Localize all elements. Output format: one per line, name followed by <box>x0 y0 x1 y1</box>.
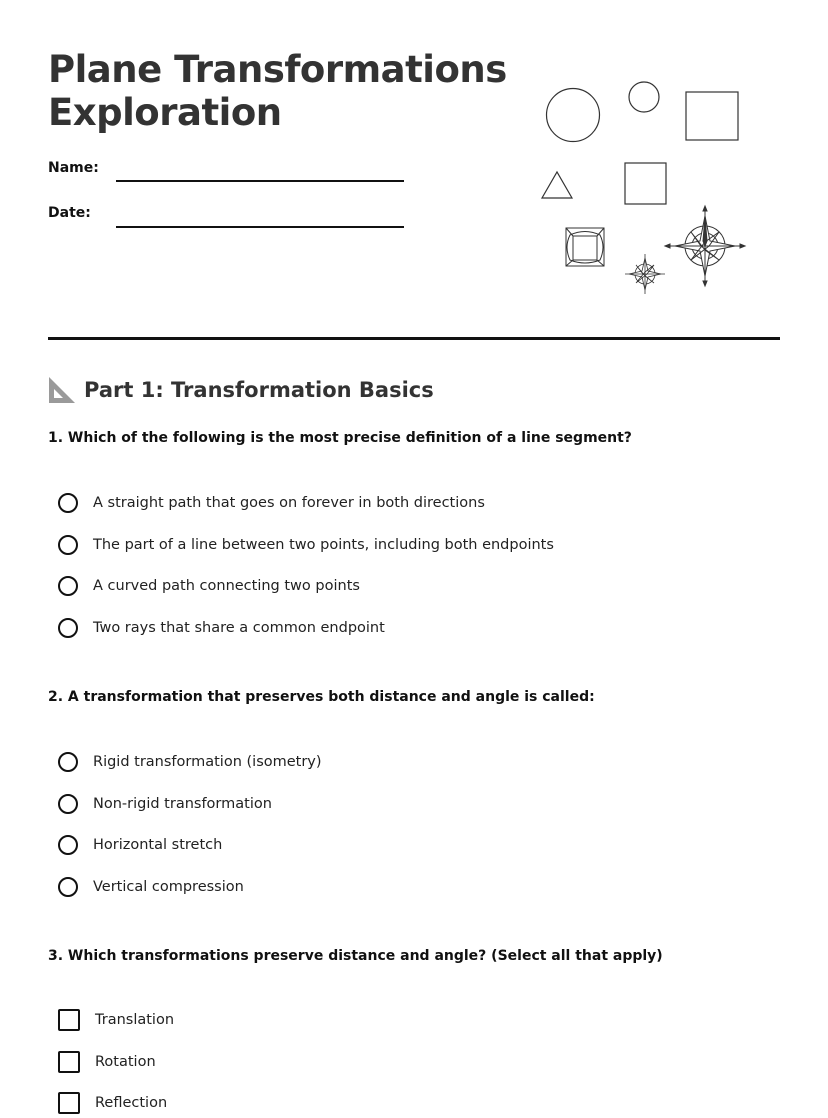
radio-button[interactable] <box>58 493 78 513</box>
question-2-option-2[interactable] <box>58 792 272 816</box>
option-label: A curved path connecting two points <box>93 578 360 594</box>
option-label: Translation <box>95 1012 175 1028</box>
option-label: The part of a line between two points, including both endpoints <box>93 537 554 553</box>
question-3-option-2[interactable] <box>58 1050 156 1074</box>
name-label: Name: <box>48 160 99 176</box>
question-2-option-1[interactable] <box>58 750 322 774</box>
option-label: Non-rigid transformation <box>93 796 272 812</box>
radio-button[interactable] <box>58 877 78 897</box>
question-1-option-3[interactable] <box>58 574 360 598</box>
radio-button[interactable] <box>58 535 78 555</box>
radio-button[interactable] <box>58 576 78 596</box>
header-divider <box>48 337 780 340</box>
question-3-option-1[interactable] <box>58 1008 174 1032</box>
square-shape <box>686 92 738 140</box>
section-title: Part 1: Transformation Basics <box>84 378 434 402</box>
option-label: A straight path that goes on forever in both directions <box>93 495 485 511</box>
option-label: Rotation <box>95 1054 156 1070</box>
question-2-text: 2. A transformation that preserves both distance and angle is called: <box>48 689 595 705</box>
option-label: Reflection <box>95 1095 168 1111</box>
question-1-text: 1. Which of the following is the most precise definition of a line segment? <box>48 430 632 446</box>
option-label: Vertical compression <box>93 879 244 895</box>
compass-rose-large-icon <box>665 206 745 286</box>
page-title: Plane Transformations Exploration <box>48 48 507 134</box>
question-2-option-3[interactable] <box>58 833 222 857</box>
question-1-option-4[interactable] <box>58 616 385 640</box>
option-label: Horizontal stretch <box>93 837 223 853</box>
option-label: Two rays that share a common endpoint <box>93 620 385 636</box>
name-field[interactable] <box>116 180 404 182</box>
question-3-text: 3. Which transformations preserve distance and angle? (Select all that apply) <box>48 948 663 964</box>
date-label: Date: <box>48 205 91 221</box>
question-3-option-3[interactable] <box>58 1091 167 1115</box>
radio-button[interactable] <box>58 835 78 855</box>
checkbox[interactable] <box>58 1051 80 1073</box>
small-square-shape <box>625 163 666 204</box>
radio-button[interactable] <box>58 752 78 772</box>
question-1-option-1[interactable] <box>58 491 485 515</box>
set-square-icon <box>48 376 76 404</box>
geometric-shapes-illustration <box>530 70 760 300</box>
compass-rose-small-icon <box>625 254 665 294</box>
checkbox[interactable] <box>58 1092 80 1114</box>
checkbox[interactable] <box>58 1009 80 1031</box>
question-2-option-4[interactable] <box>58 875 244 899</box>
question-1-option-2[interactable] <box>58 533 554 557</box>
triangle-shape <box>542 172 572 198</box>
small-circle-shape <box>629 82 659 112</box>
option-label: Rigid transformation (isometry) <box>93 754 322 770</box>
radio-button[interactable] <box>58 618 78 638</box>
large-circle-shape <box>547 89 600 142</box>
radio-button[interactable] <box>58 794 78 814</box>
ornate-frame-shape <box>566 228 604 266</box>
section-heading <box>48 374 434 406</box>
date-field[interactable] <box>116 226 404 228</box>
